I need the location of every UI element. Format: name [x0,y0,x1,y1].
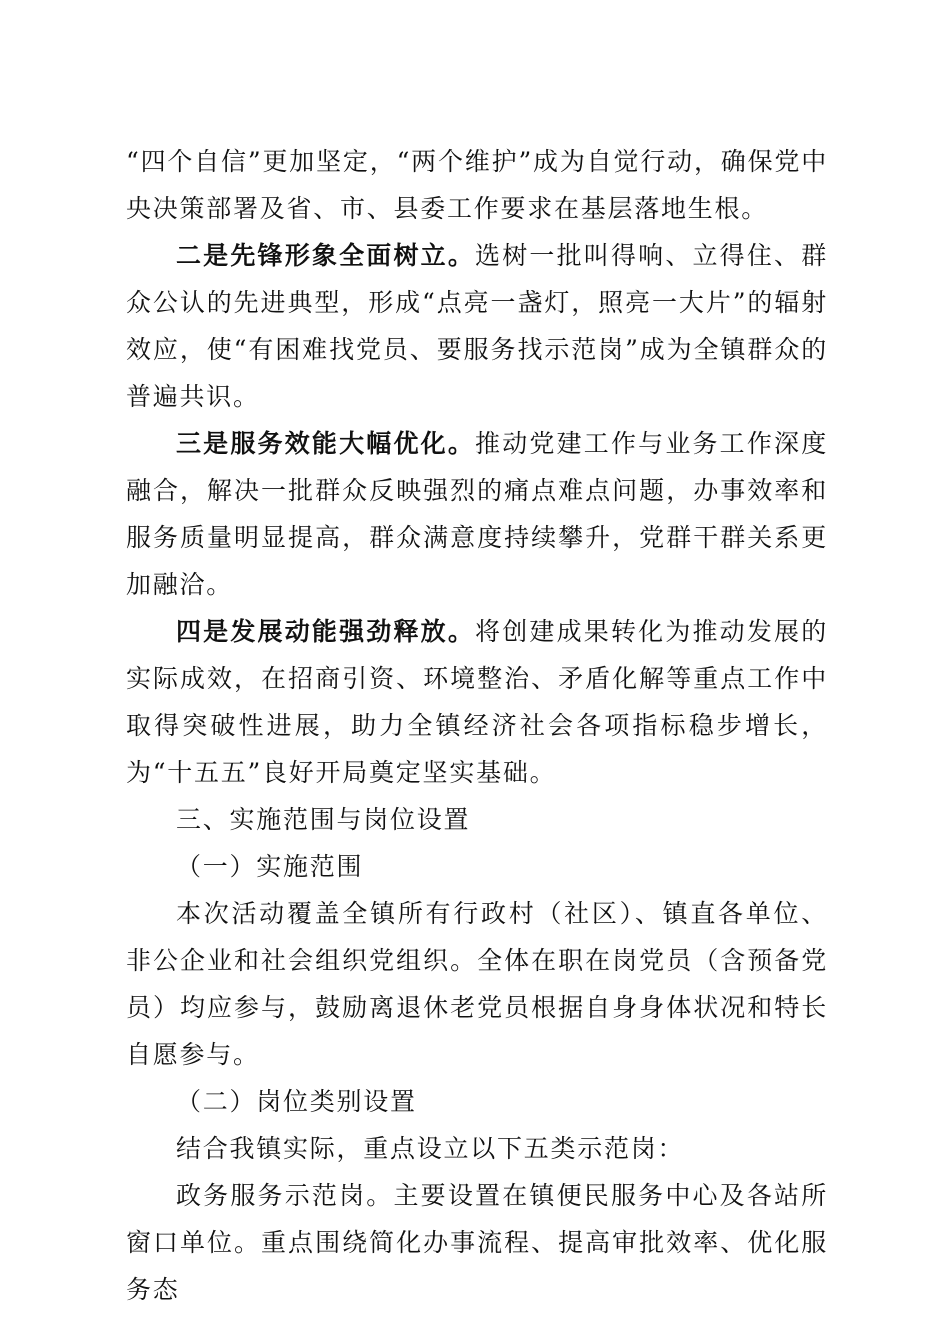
paragraph-text: 选树一批叫得响、立得住、群众公认的先进典型，形成“点亮一盏灯，照亮一大片”的辐射效应，使“有困难找党员、要服务找示范岗”成为全镇群众的普遍共识。 [126,241,828,411]
document-body [126,138,828,1313]
paragraph-development-momentum [126,608,828,796]
subsection-heading-scope: （一）实施范围 [176,852,364,881]
paragraph-text: “四个自信”更加坚定，“两个维护”成为自觉行动，确保党中央决策部署及省、市、县委工作要求在基层落地生根。 [126,147,828,223]
paragraph-text: 推动党建工作与业务工作深度融合，解决一批群众反映强烈的痛点难点问题，办事效率和服务质量明显提高，群众满意度持续攀升，党群干群关系更加融洽。 [126,429,828,599]
paragraph-continued [126,138,828,232]
paragraph-lead: 四是发展动能强劲释放。 [176,617,476,646]
paragraph-vanguard-image [126,232,828,420]
paragraph-lead: 三是服务效能大幅优化。 [176,429,476,458]
subsection-heading-posts: （二）岗位类别设置 [176,1087,417,1116]
paragraph-government-service [126,1172,828,1313]
paragraph-scope [126,890,828,1078]
paragraph-text: 将创建成果转化为推动发展的实际成效，在招商引资、环境整治、矛盾化解等重点工作中取得突破性进展，助力全镇经济社会各项指标稳步增长，为“十五五”良好开局奠定坚实基础。 [126,617,828,787]
paragraph-service-efficiency [126,420,828,608]
paragraph-text: 政务服务示范岗。主要设置在镇便民服务中心及各站所窗口单位。重点围绕简化办事流程、提高审批效率、优化服务态 [126,1181,828,1304]
paragraph-text: 本次活动覆盖全镇所有行政村（社区）、镇直各单位、非公企业和社会组织党组织。全体在职在岗党员（含预备党员）均应参与，鼓励离退休老党员根据自身身体状况和特长自愿参与。 [126,899,828,1069]
paragraph-posts-intro [126,1125,828,1172]
paragraph-text: 结合我镇实际，重点设立以下五类示范岗： [176,1134,685,1163]
paragraph-lead: 二是先锋形象全面树立。 [176,241,476,270]
section-heading: 三、实施范围与岗位设置 [176,805,471,834]
